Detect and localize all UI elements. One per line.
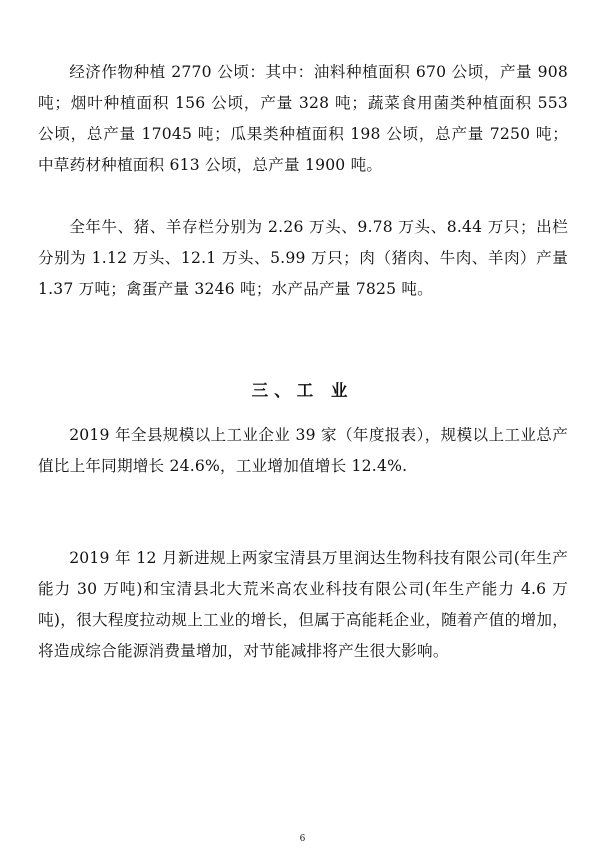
page-number: 6 — [299, 834, 306, 844]
section-heading-industry: 三、工 业 — [251, 381, 354, 400]
paragraph-industry-growth: 2019 年全县规模以上工业企业 39 家（年度报表），规模以上工业总产值比上年同期增长 24.6%，工业增加值增长 12.4%. — [38, 426, 568, 475]
paragraph-new-enterprises: 2019 年 12 月新进规上两家宝清县万里润达生物科技有限公司(年生产能力 30 万吨)和宝清县北大荒米高农业科技有限公司(年生产能力 4.6 万吨)，很大程度拉动规上工业的增长，但属于高能耗企业，随着产值的增加，将造成综合能源消费量增加，对节能减排将产生很大影响。 — [38, 549, 568, 660]
paragraph-cash-crops: 经济作物种植 2770 公顷：其中：油料种植面积 670 公顷，产量 908 吨；烟叶种植面积 156 公顷，产量 328 吨；蔬菜食用菌类种植面积 553 公顷，总产量 17045 吨；瓜果类种植面积 198 公顷，总产量 7250 吨；中草药材种植面积 613 公顷，总产量 1900 吨。 — [38, 63, 568, 174]
paragraph-livestock: 全年牛、猪、羊存栏分别为 2.26 万头、9.78 万头、8.44 万只；出栏分别为 1.12 万头、12.1 万头、5.99 万只；肉（猪肉、牛肉、羊肉）产量 1.37 万吨；禽蛋产量 3246 吨；水产品产量 7825 吨。 — [38, 218, 568, 298]
